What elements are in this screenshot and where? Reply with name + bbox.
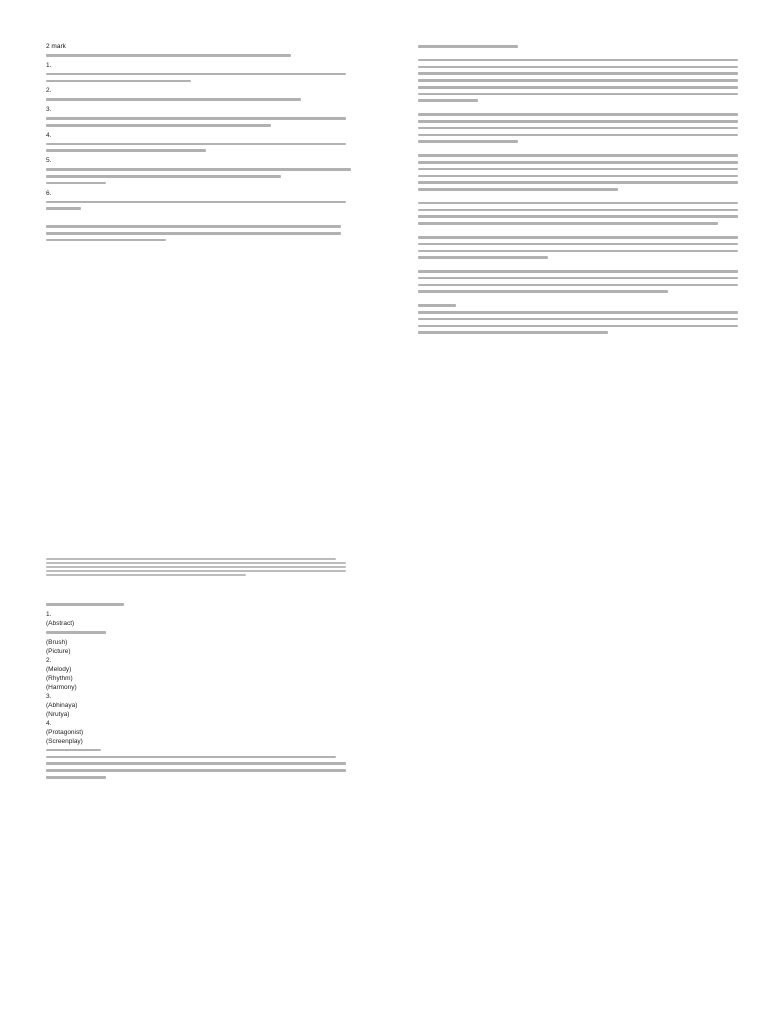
text-line [46, 124, 271, 127]
text-line [46, 207, 81, 210]
text-line [46, 769, 346, 772]
text-line [418, 270, 738, 273]
text-line [46, 756, 336, 759]
text-line [46, 570, 346, 572]
text-line [418, 161, 738, 164]
text-line [46, 149, 206, 152]
text-line [418, 311, 738, 314]
term-picture: (Picture) [46, 647, 71, 655]
page-heading: 2 mark [46, 43, 66, 50]
text-line [46, 54, 291, 57]
text-line [418, 202, 738, 205]
text-line [418, 93, 738, 96]
text-line [46, 603, 124, 606]
text-line [46, 762, 346, 765]
text-line [418, 325, 738, 328]
text-line [46, 239, 166, 242]
term-nrutya: (Nrutya) [46, 710, 70, 718]
left-upper-block [46, 42, 366, 246]
left-lower-block [46, 556, 366, 783]
text-line [46, 232, 341, 235]
term-melody: (Melody) [46, 665, 72, 673]
text-line [418, 140, 518, 143]
term-screenplay: (Screenplay) [46, 737, 83, 745]
term-brush: (Brush) [46, 638, 68, 646]
text-line [418, 134, 738, 137]
text-line [418, 222, 718, 225]
text-line [418, 290, 668, 293]
text-line [46, 80, 191, 83]
section-4-label: 4. [46, 719, 52, 727]
text-line [418, 318, 738, 321]
text-line [46, 562, 346, 564]
text-line [418, 59, 738, 62]
text-line [418, 79, 738, 82]
text-line [418, 304, 456, 307]
text-line [418, 72, 738, 75]
section-2-label: 2. [46, 656, 52, 664]
text-line [46, 225, 341, 228]
text-line [418, 256, 548, 259]
text-line [418, 120, 738, 123]
text-line [418, 215, 738, 218]
text-line [418, 188, 618, 191]
text-line [46, 631, 106, 634]
text-line [46, 98, 301, 101]
text-line [418, 331, 608, 334]
text-line [46, 749, 101, 752]
text-line [418, 127, 738, 130]
text-line [46, 201, 346, 204]
text-line [46, 143, 346, 146]
section-3-label: 3. [46, 692, 52, 700]
text-line [418, 113, 738, 116]
right-upper-block [418, 42, 738, 338]
text-line [418, 236, 738, 239]
item-2-label: 2. [46, 87, 52, 95]
term-abhinaya: (Abhinaya) [46, 701, 78, 709]
text-line [418, 277, 738, 280]
text-line [418, 99, 478, 102]
text-line [46, 566, 346, 568]
text-line [418, 250, 738, 253]
text-line [418, 66, 738, 69]
term-harmony: (Harmony) [46, 683, 77, 691]
text-line [418, 175, 738, 178]
text-line [46, 168, 351, 171]
text-line [46, 574, 246, 576]
text-line [46, 776, 106, 779]
item-1-label: 1. [46, 61, 52, 69]
term-abstract: (Abstract) [46, 620, 75, 628]
text-line [418, 154, 738, 157]
text-line [418, 45, 518, 48]
text-line [46, 117, 346, 120]
text-line [418, 86, 738, 89]
text-line [46, 175, 281, 178]
text-line [418, 181, 738, 184]
term-rhythm: (Rhythm) [46, 674, 73, 682]
text-line [418, 243, 738, 246]
item-6-label: 6. [46, 189, 52, 197]
text-line [46, 73, 346, 76]
text-line [418, 209, 738, 212]
term-protagonist: (Protagonist) [46, 728, 84, 736]
item-5-label: 5. [46, 157, 52, 165]
section-1-label: 1. [46, 611, 52, 619]
text-line [46, 558, 336, 560]
item-4-label: 4. [46, 131, 52, 139]
item-3-label: 3. [46, 106, 52, 114]
text-line [46, 182, 106, 185]
text-line [418, 284, 738, 287]
text-line [418, 168, 738, 171]
